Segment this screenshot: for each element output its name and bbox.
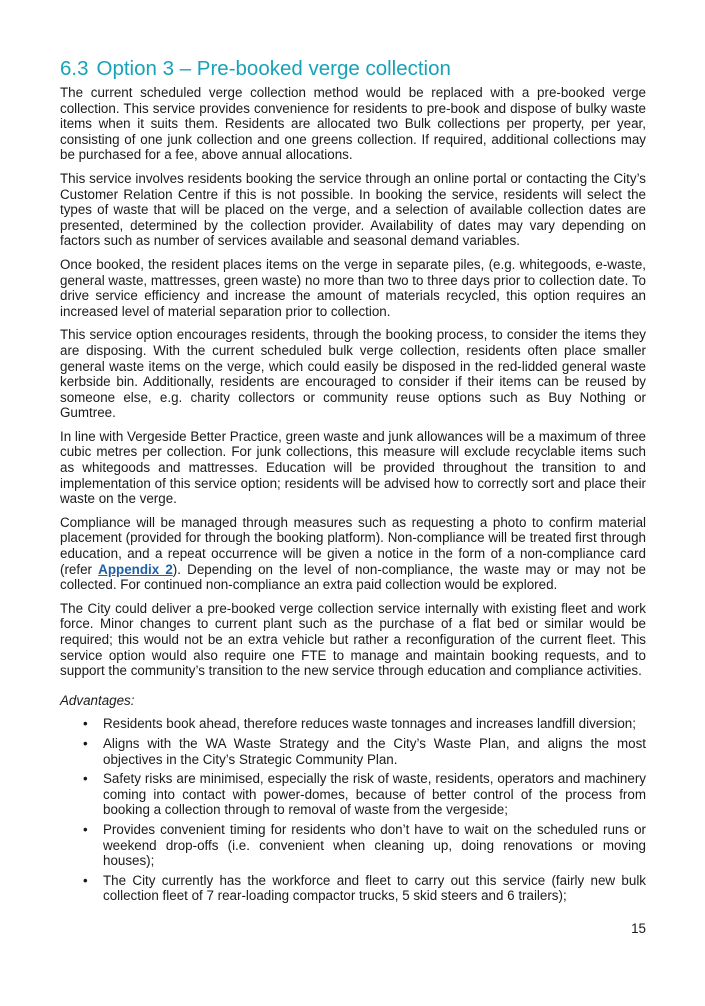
section-heading xyxy=(60,56,646,82)
section-title: Option 3 – Pre-booked verge collection xyxy=(96,57,451,80)
paragraph-encouragement: This service option encourages residents, through the booking process, to consider the items they are disposing. With the current scheduled bulk verge collection, residents often place smaller general waste items on the verge, which could easily be disposed in the red-lidded general waste kerbside bin. Additionally, residents are encouraged to consider if their items can be reused by someone else, e.g. charity collectors or community reuse options such as Buy Nothing or Gumtree. xyxy=(60,327,646,421)
bullet-icon: • xyxy=(83,872,88,888)
paragraph-allowances: In line with Vergeside Better Practice, green waste and junk allowances will be a maximum of three cubic metres per collection. For junk collections, this measure will exclude recyclable items such as whitegoods and mattresses. Education will be provided throughout the transition to and implementation of this service option; residents will be advised how to correctly sort and place their waste on the verge. xyxy=(60,428,646,507)
bullet-icon: • xyxy=(83,716,88,732)
bullet-icon: • xyxy=(83,735,88,751)
paragraph-booking: This service involves residents booking the service through an online portal or contacting the City’s Customer Relation Centre if this is not possible. In booking the service, residents will select the types of waste that will be placed on the verge, and a selection of available collection dates are presented, determined by the collection provider. Availability of dates may vary depending on factors such as number of services available and seasonal demand variables. xyxy=(60,170,646,249)
advantages-list xyxy=(60,716,646,904)
advantages-label: Advantages: xyxy=(60,692,135,708)
list-item: • Provides convenient timing for residents who don’t have to wait on the scheduled runs or weekend drop-offs (i.e. convenient when cleaning up, doing renovations or moving houses); xyxy=(83,821,646,869)
paragraph-fleet: The City could deliver a pre-booked verge collection service internally with existing fleet and work force. Minor changes to current plant such as the purchase of a flat bed or similar would be required; this would not be an extra vehicle but rather a reconfiguration of the current fleet. This service option would also require one FTE to manage and maintain booking requests, and to support the community’s transition to the new service through education and compliance activities. xyxy=(60,600,646,679)
document-page xyxy=(60,56,646,908)
appendix-2-link[interactable]: Appendix 2 xyxy=(98,561,173,577)
bullet-icon: • xyxy=(83,771,88,787)
paragraph-placement: Once booked, the resident places items on the verge in separate piles, (e.g. whitegoods, e-waste, general waste, mattresses, green waste) no more than two to three days prior to collection date. To drive service efficiency and increase the amount of materials recycled, this option requires an increased level of material separation prior to collection. xyxy=(60,256,646,319)
list-item: • Aligns with the WA Waste Strategy and the City’s Waste Plan, and aligns the most objectives in the City’s Strategic Community Plan. xyxy=(83,735,646,767)
bullet-icon: • xyxy=(83,821,88,837)
paragraph-compliance: Compliance will be managed through measures such as requesting a photo to confirm material placement (provided for through the booking platform). Non-compliance will be treated first through education, and a repeat occurrence will be given a notice in the form of a non-compliance card (refer Appendix 2). Depending on the level of non-compliance, the waste may or may not be collected. For continued non-compliance an extra paid collection would be explored. xyxy=(60,514,647,593)
page-number: 15 xyxy=(631,921,646,936)
list-item: • Safety risks are minimised, especially the risk of waste, residents, operators and machinery coming into contact with power-domes, because of better control of the process from booking a collection through to removal of waste from the vergeside; xyxy=(83,771,646,818)
list-item: • Residents book ahead, therefore reduces waste tonnages and increases landfill diversion; xyxy=(83,716,636,732)
paragraph-intro: The current scheduled verge collection method would be replaced with a pre-booked verge collection. This service provides convenience for residents to pre-book and dispose of bulky waste items when it suits them. Residents are allocated two Bulk collections per property, per year, consisting of one junk collection and one greens collection. If required, additional collections may be purchased for a fee, above annual allocations. xyxy=(60,85,646,163)
list-item: • The City currently has the workforce and fleet to carry out this service (fairly new bulk collection fleet of 7 rear-loading compactor trucks, 5 skid steers and 6 trailers); xyxy=(83,872,646,904)
section-number: 6.3 xyxy=(60,57,89,80)
